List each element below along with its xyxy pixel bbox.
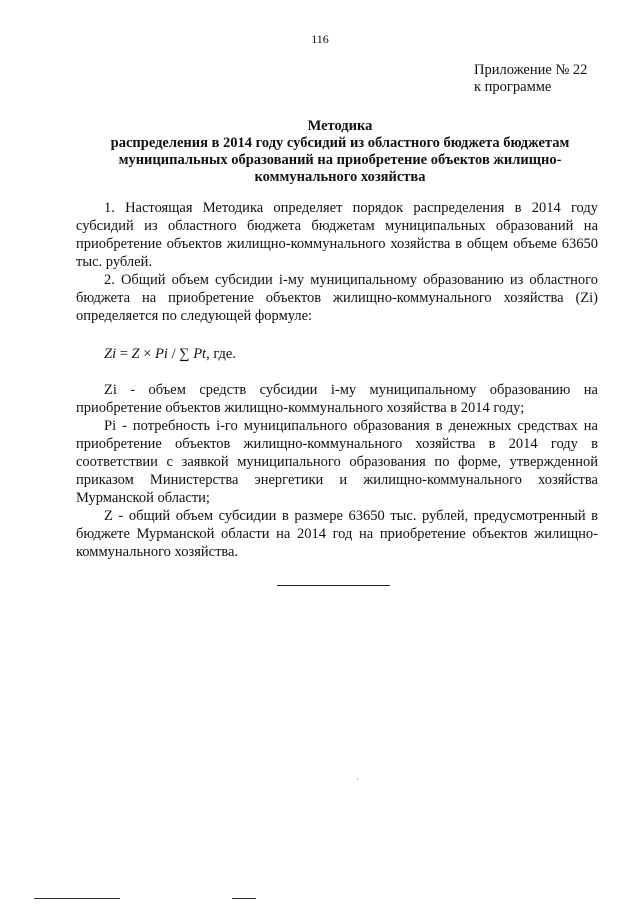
definition-pi: Pi - потребность i-го муниципального образования в денежных средствах на приобретение объектов жилищно-коммунального хозяйства в 2014 году в соответствии с заявкой муниципального образования по форме, утвержденной приказом Министерства энергетики и жилищно-коммунального хозяйства Мурманской области; xyxy=(76,418,598,506)
formula-divide: / xyxy=(167,346,180,362)
appendix-number: Приложение № 22 xyxy=(474,62,588,78)
formula xyxy=(104,346,236,363)
title-line: муниципальных образований на приобретение объектов жилищно- xyxy=(118,152,562,168)
formula-suffix: , где. xyxy=(206,346,236,362)
page-number: 116 xyxy=(311,32,329,46)
title-line: коммунального хозяйства xyxy=(254,169,426,185)
footer-line-left xyxy=(34,898,120,899)
formula-pi: Pi xyxy=(155,346,168,362)
closing-divider xyxy=(277,585,390,586)
formula-sum-symbol: ∑ xyxy=(179,346,190,362)
formula-equals: = xyxy=(116,346,132,362)
paragraph-group-2 xyxy=(76,381,598,561)
paragraph-1: 1. Настоящая Методика определяет порядок распределения в 2014 году субсидий из областного бюджета бюджетам муниципальных образований на приобретение объектов жилищно-коммунального хозяйства в общем объеме 63650 тыс. рублей. xyxy=(76,200,598,270)
appendix-note xyxy=(474,62,587,96)
title-line: распределения в 2014 году субсидий из областного бюджета бюджетам xyxy=(110,135,570,151)
definition-zi: Zi - объем средств субсидии i-му муниципальному образованию на приобретение объектов жилищно-коммунального хозяйства в 2014 году; xyxy=(76,382,598,416)
paragraph-group-1 xyxy=(76,199,598,325)
formula-lhs: Zi xyxy=(104,346,117,362)
footer-line-center xyxy=(232,898,256,899)
definition-z: Z - общий объем субсидии в размере 63650 тыс. рублей, предусмотренный в бюджете Мурманской области на 2014 год на приобретение объектов жилищно-коммунального хозяйства. xyxy=(76,508,598,560)
paragraph-2: 2. Общий объем субсидии i-му муниципальному образованию из областного бюджета на приобретение объектов жилищно-коммунального хозяйства (Zi) определяется по следующей формуле: xyxy=(76,272,598,324)
title-line: Методика xyxy=(307,118,373,134)
appendix-reference: к программе xyxy=(474,79,552,95)
document-title xyxy=(70,118,610,186)
formula-times: × xyxy=(139,346,156,362)
scan-speck xyxy=(357,778,358,780)
formula-z: Z xyxy=(131,346,140,362)
formula-pt: Pt xyxy=(193,346,207,362)
